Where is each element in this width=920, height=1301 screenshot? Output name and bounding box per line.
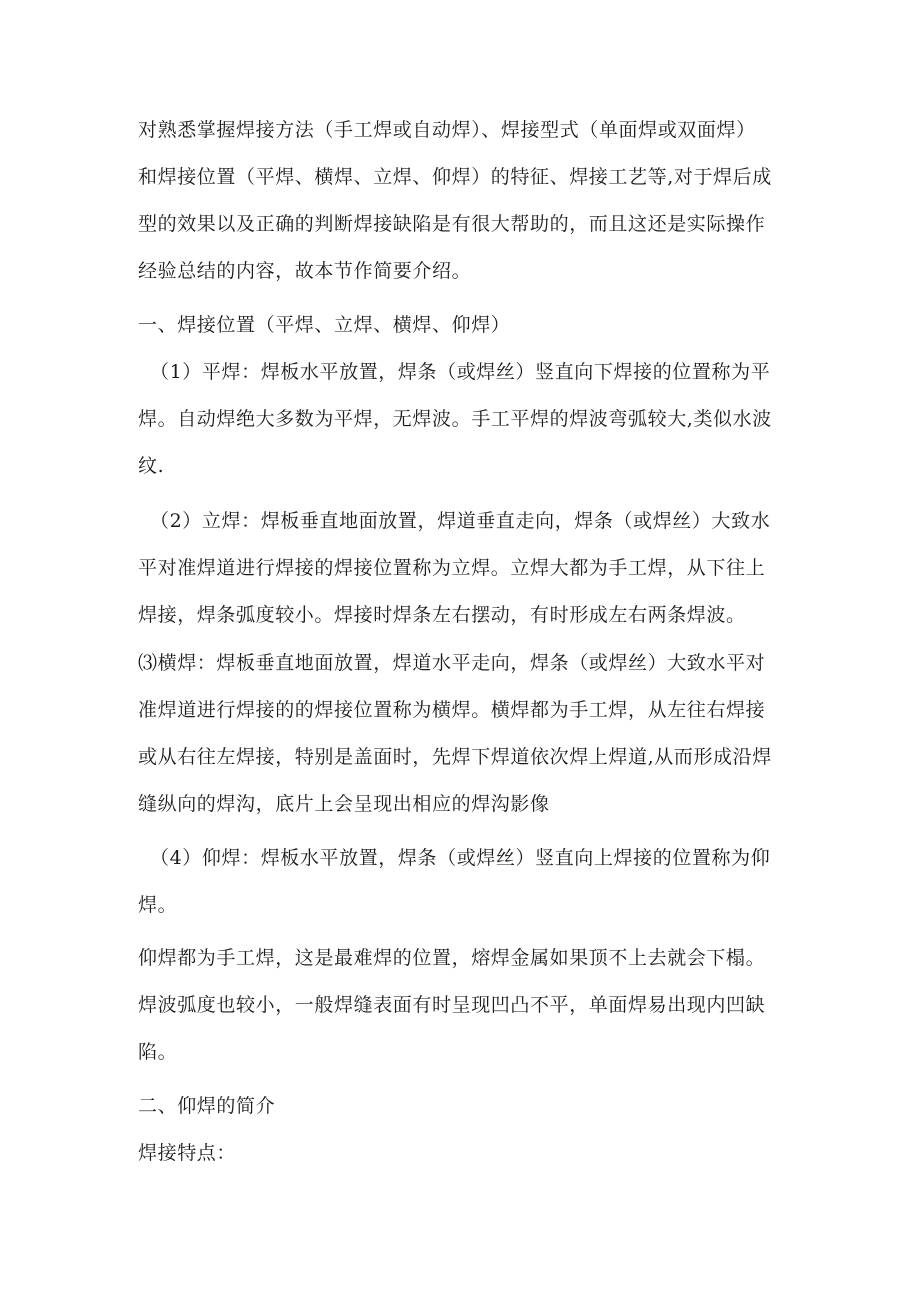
flat-weld-line-3: 纹. xyxy=(138,455,165,477)
welding-features-label: 焊接特点： xyxy=(138,1142,237,1164)
section-heading-overhead-intro: 二、仰焊的简介 xyxy=(138,1095,276,1117)
overhead-desc-line-3: 陷。 xyxy=(138,1041,178,1063)
flat-weld-line-2: 焊。自动焊绝大多数为平焊，无焊波。手工平焊的焊波弯弧较大,类似水波 xyxy=(138,408,772,430)
horizontal-weld-line-2: 准焊道进行焊接的的焊接位置称为横焊。横焊都为手工焊，从左往右焊接 xyxy=(138,699,766,721)
horizontal-weld-line-1: ⑶横焊：焊板垂直地面放置，焊道水平走向，焊条（或焊丝）大致水平对 xyxy=(138,652,766,674)
section-heading-welding-positions: 一、焊接位置（平焊、立焊、横焊、仰焊） xyxy=(138,314,511,336)
intro-line-2: 和焊接位置（平焊、横焊、立焊、仰焊）的特征、焊接工艺等,对于焊后成 xyxy=(138,166,772,188)
flat-weld-line-1: （1）平焊：焊板水平放置，焊条（或焊丝）竖直向下焊接的位置称为平 xyxy=(150,361,771,383)
horizontal-weld-line-3: 或从右往左焊接，特别是盖面时，先焊下焊道依次焊上焊道,从而形成沿焊 xyxy=(138,746,772,768)
overhead-desc-line-2: 焊波弧度也较小，一般焊缝表面有时呈现凹凸不平，单面焊易出现内凹缺 xyxy=(138,994,766,1016)
vertical-weld-line-1: （2）立焊：焊板垂直地面放置，焊道垂直走向，焊条（或焊丝）大致水 xyxy=(150,510,771,532)
intro-line-1: 对熟悉掌握焊接方法（手工焊或自动焊）、焊接型式（单面焊或双面焊） xyxy=(138,119,756,141)
overhead-weld-line-2: 焊。 xyxy=(138,894,178,916)
intro-line-4: 经验总结的内容，故本节作简要介绍。 xyxy=(138,260,472,282)
vertical-weld-line-3: 焊接，焊条弧度较小。焊接时焊条左右摆动，有时形成左右两条焊波。 xyxy=(138,604,746,626)
horizontal-weld-line-4: 缝纵向的焊沟，底片上会呈现出相应的焊沟影像 xyxy=(138,793,550,815)
intro-line-3: 型的效果以及正确的判断焊接缺陷是有很大帮助的，而且这还是实际操作 xyxy=(138,213,766,235)
vertical-weld-line-2: 平对准焊道进行焊接的焊接位置称为立焊。立焊大都为手工焊，从下往上 xyxy=(138,557,766,579)
overhead-desc-line-1: 仰焊都为手工焊，这是最难焊的位置，熔焊金属如果顶不上去就会下榻。 xyxy=(138,947,766,969)
overhead-weld-line-1: （4）仰焊：焊板水平放置，焊条（或焊丝）竖直向上焊接的位置称为仰 xyxy=(150,847,771,869)
